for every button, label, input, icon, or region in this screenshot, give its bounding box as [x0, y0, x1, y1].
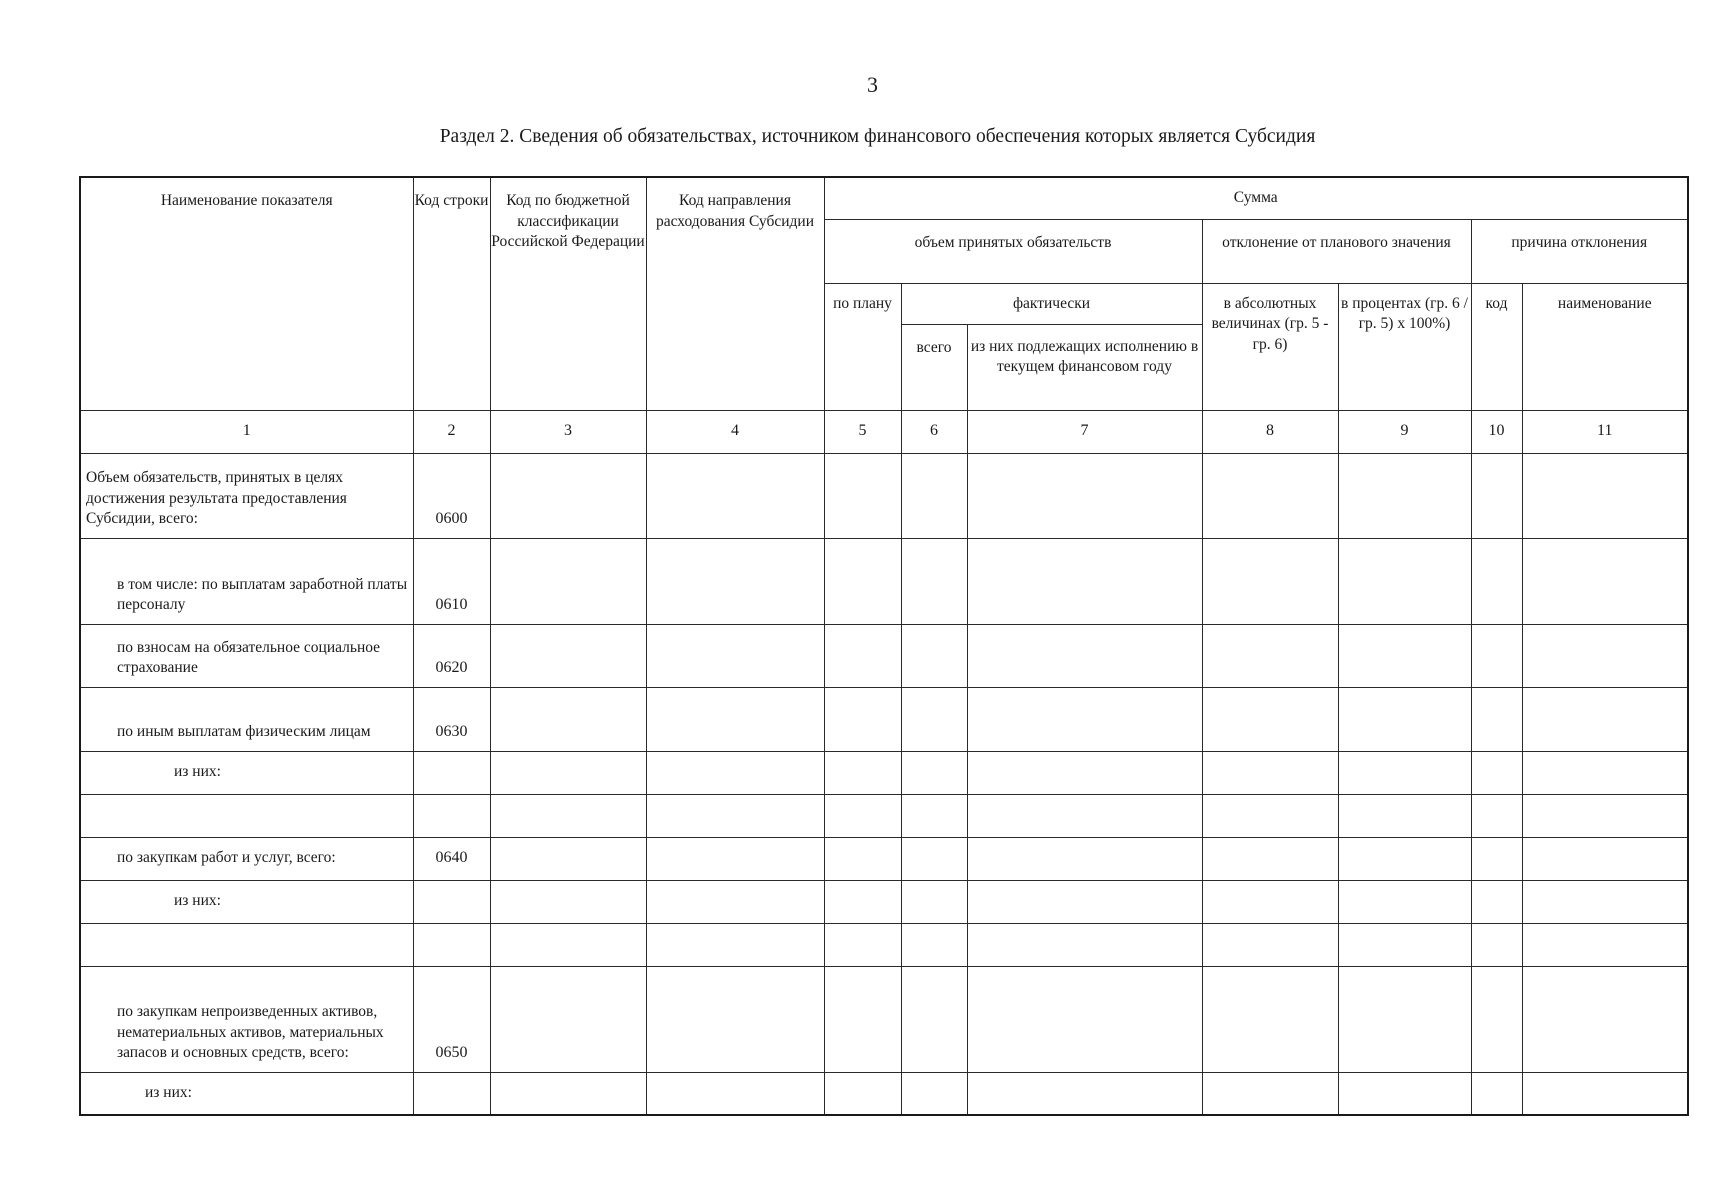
cell — [967, 837, 1202, 880]
cell — [1202, 751, 1338, 794]
header-deviation: отклонение от планового значения — [1202, 219, 1471, 283]
cell — [490, 794, 646, 837]
cell — [901, 966, 967, 1072]
header-budget-code: Код по бюджетной классификации Российской Федерации — [490, 177, 646, 410]
cell — [824, 687, 901, 751]
cell — [1202, 837, 1338, 880]
cell — [1202, 923, 1338, 966]
cell — [967, 794, 1202, 837]
table-row — [80, 1072, 1688, 1115]
cell — [1471, 966, 1522, 1072]
row-name: Объем обязательств, принятых в целях достижения результата предоставления Субсидии, всего: — [80, 453, 413, 538]
row-code: 0630 — [413, 687, 490, 751]
cell — [967, 1072, 1202, 1115]
cell — [967, 923, 1202, 966]
row-code — [413, 1072, 490, 1115]
cell — [901, 453, 967, 538]
cell — [901, 1072, 967, 1115]
row-name: из них: — [80, 1072, 413, 1115]
row-code: 0650 — [413, 966, 490, 1072]
cell — [1202, 687, 1338, 751]
cell — [824, 538, 901, 624]
header-by-plan: по плану — [824, 283, 901, 410]
row-code: 0600 — [413, 453, 490, 538]
row-code — [413, 880, 490, 923]
cell — [646, 923, 824, 966]
cell — [490, 751, 646, 794]
cell — [1522, 538, 1688, 624]
cell — [901, 794, 967, 837]
row-name: по закупкам работ и услуг, всего: — [80, 837, 413, 880]
cell — [824, 453, 901, 538]
cell — [824, 794, 901, 837]
cell — [1522, 837, 1688, 880]
cell — [490, 687, 646, 751]
column-number: 3 — [490, 410, 646, 453]
cell — [1522, 966, 1688, 1072]
cell — [824, 1072, 901, 1115]
cell — [490, 538, 646, 624]
row-name — [80, 794, 413, 837]
cell — [1471, 453, 1522, 538]
cell — [1522, 687, 1688, 751]
obligations-table — [79, 176, 1689, 1116]
page-number: 3 — [867, 72, 878, 97]
row-code — [413, 751, 490, 794]
cell — [1338, 794, 1471, 837]
cell — [646, 880, 824, 923]
cell — [1202, 453, 1338, 538]
cell — [646, 453, 824, 538]
cell — [490, 453, 646, 538]
row-name: из них: — [80, 880, 413, 923]
cell — [1522, 453, 1688, 538]
cell — [1522, 794, 1688, 837]
column-number: 4 — [646, 410, 824, 453]
header-current-year: из них подлежащих исполнению в текущем финансовом году — [967, 324, 1202, 410]
column-number: 6 — [901, 410, 967, 453]
header-sum: Сумма — [824, 177, 1688, 219]
row-name: по закупкам непроизведенных активов, нематериальных активов, материальных запасов и основных средств, всего: — [80, 966, 413, 1072]
cell — [1338, 538, 1471, 624]
cell — [901, 751, 967, 794]
row-name: по взносам на обязательное социальное страхование — [80, 624, 413, 687]
cell — [967, 880, 1202, 923]
row-code: 0620 — [413, 624, 490, 687]
cell — [646, 794, 824, 837]
cell — [1522, 923, 1688, 966]
cell — [490, 923, 646, 966]
header-reason: причина отклонения — [1471, 219, 1688, 283]
cell — [901, 880, 967, 923]
cell — [1471, 837, 1522, 880]
row-code: 0640 — [413, 837, 490, 880]
cell — [901, 923, 967, 966]
cell — [1471, 794, 1522, 837]
cell — [490, 966, 646, 1072]
cell — [646, 966, 824, 1072]
header-name: Наименование показателя — [80, 177, 413, 410]
cell — [1471, 880, 1522, 923]
cell — [1338, 966, 1471, 1072]
cell — [1522, 1072, 1688, 1115]
table-row — [80, 751, 1688, 794]
header-code: код — [1471, 283, 1522, 410]
header-row-1 — [80, 177, 1688, 219]
cell — [967, 453, 1202, 538]
header-obligations: объем принятых обязательств — [824, 219, 1202, 283]
row-name — [80, 923, 413, 966]
cell — [901, 624, 967, 687]
cell — [1202, 794, 1338, 837]
cell — [646, 687, 824, 751]
table-row — [80, 624, 1688, 687]
row-name: в том числе: по выплатам заработной платы персоналу — [80, 538, 413, 624]
column-number: 5 — [824, 410, 901, 453]
row-code — [413, 794, 490, 837]
column-number: 2 — [413, 410, 490, 453]
header-absolute: в абсолютных величинах (гр. 5 - гр. 6) — [1202, 283, 1338, 410]
section-title: Раздел 2. Сведения об обязательствах, источником финансового обеспечения которых является Субсидия — [439, 126, 1316, 147]
cell — [824, 923, 901, 966]
cell — [967, 687, 1202, 751]
cell — [1338, 624, 1471, 687]
cell — [824, 837, 901, 880]
cell — [646, 624, 824, 687]
row-name: по иным выплатам физическим лицам — [80, 687, 413, 751]
header-total: всего — [901, 324, 967, 410]
cell — [490, 880, 646, 923]
cell — [1522, 624, 1688, 687]
table-row — [80, 687, 1688, 751]
cell — [967, 624, 1202, 687]
cell — [1338, 923, 1471, 966]
cell — [1522, 751, 1688, 794]
cell — [1471, 751, 1522, 794]
header-naming: наименование — [1522, 283, 1688, 410]
cell — [967, 751, 1202, 794]
cell — [1522, 880, 1688, 923]
cell — [490, 624, 646, 687]
cell — [490, 837, 646, 880]
cell — [1338, 837, 1471, 880]
table-row — [80, 923, 1688, 966]
column-number: 9 — [1338, 410, 1471, 453]
cell — [1202, 1072, 1338, 1115]
cell — [1338, 751, 1471, 794]
header-percent: в процентах (гр. 6 / гр. 5) x 100%) — [1338, 283, 1471, 410]
header-direction-code: Код направления расходования Субсидии — [646, 177, 824, 410]
cell — [901, 837, 967, 880]
header-row-code: Код строки — [413, 177, 490, 410]
column-number: 1 — [80, 410, 413, 453]
column-number: 7 — [967, 410, 1202, 453]
cell — [1471, 538, 1522, 624]
cell — [824, 624, 901, 687]
cell — [646, 1072, 824, 1115]
column-numbers-row — [80, 410, 1688, 453]
row-code: 0610 — [413, 538, 490, 624]
cell — [646, 751, 824, 794]
cell — [646, 837, 824, 880]
cell — [824, 966, 901, 1072]
cell — [824, 751, 901, 794]
cell — [1202, 624, 1338, 687]
column-number: 8 — [1202, 410, 1338, 453]
table-row — [80, 966, 1688, 1072]
row-code — [413, 923, 490, 966]
table-row — [80, 453, 1688, 538]
table-row — [80, 837, 1688, 880]
cell — [824, 880, 901, 923]
cell — [1471, 923, 1522, 966]
row-name: из них: — [80, 751, 413, 794]
cell — [1202, 966, 1338, 1072]
cell — [1471, 1072, 1522, 1115]
cell — [967, 538, 1202, 624]
column-number: 10 — [1471, 410, 1522, 453]
cell — [646, 538, 824, 624]
table-row — [80, 880, 1688, 923]
cell — [1202, 880, 1338, 923]
cell — [901, 538, 967, 624]
cell — [901, 687, 967, 751]
cell — [1338, 453, 1471, 538]
cell — [1338, 1072, 1471, 1115]
cell — [1202, 538, 1338, 624]
table-row — [80, 794, 1688, 837]
cell — [967, 966, 1202, 1072]
cell — [1338, 687, 1471, 751]
header-actual: фактически — [901, 283, 1202, 324]
cell — [490, 1072, 646, 1115]
table-row — [80, 538, 1688, 624]
cell — [1471, 624, 1522, 687]
cell — [1338, 880, 1471, 923]
cell — [1471, 687, 1522, 751]
column-number: 11 — [1522, 410, 1688, 453]
